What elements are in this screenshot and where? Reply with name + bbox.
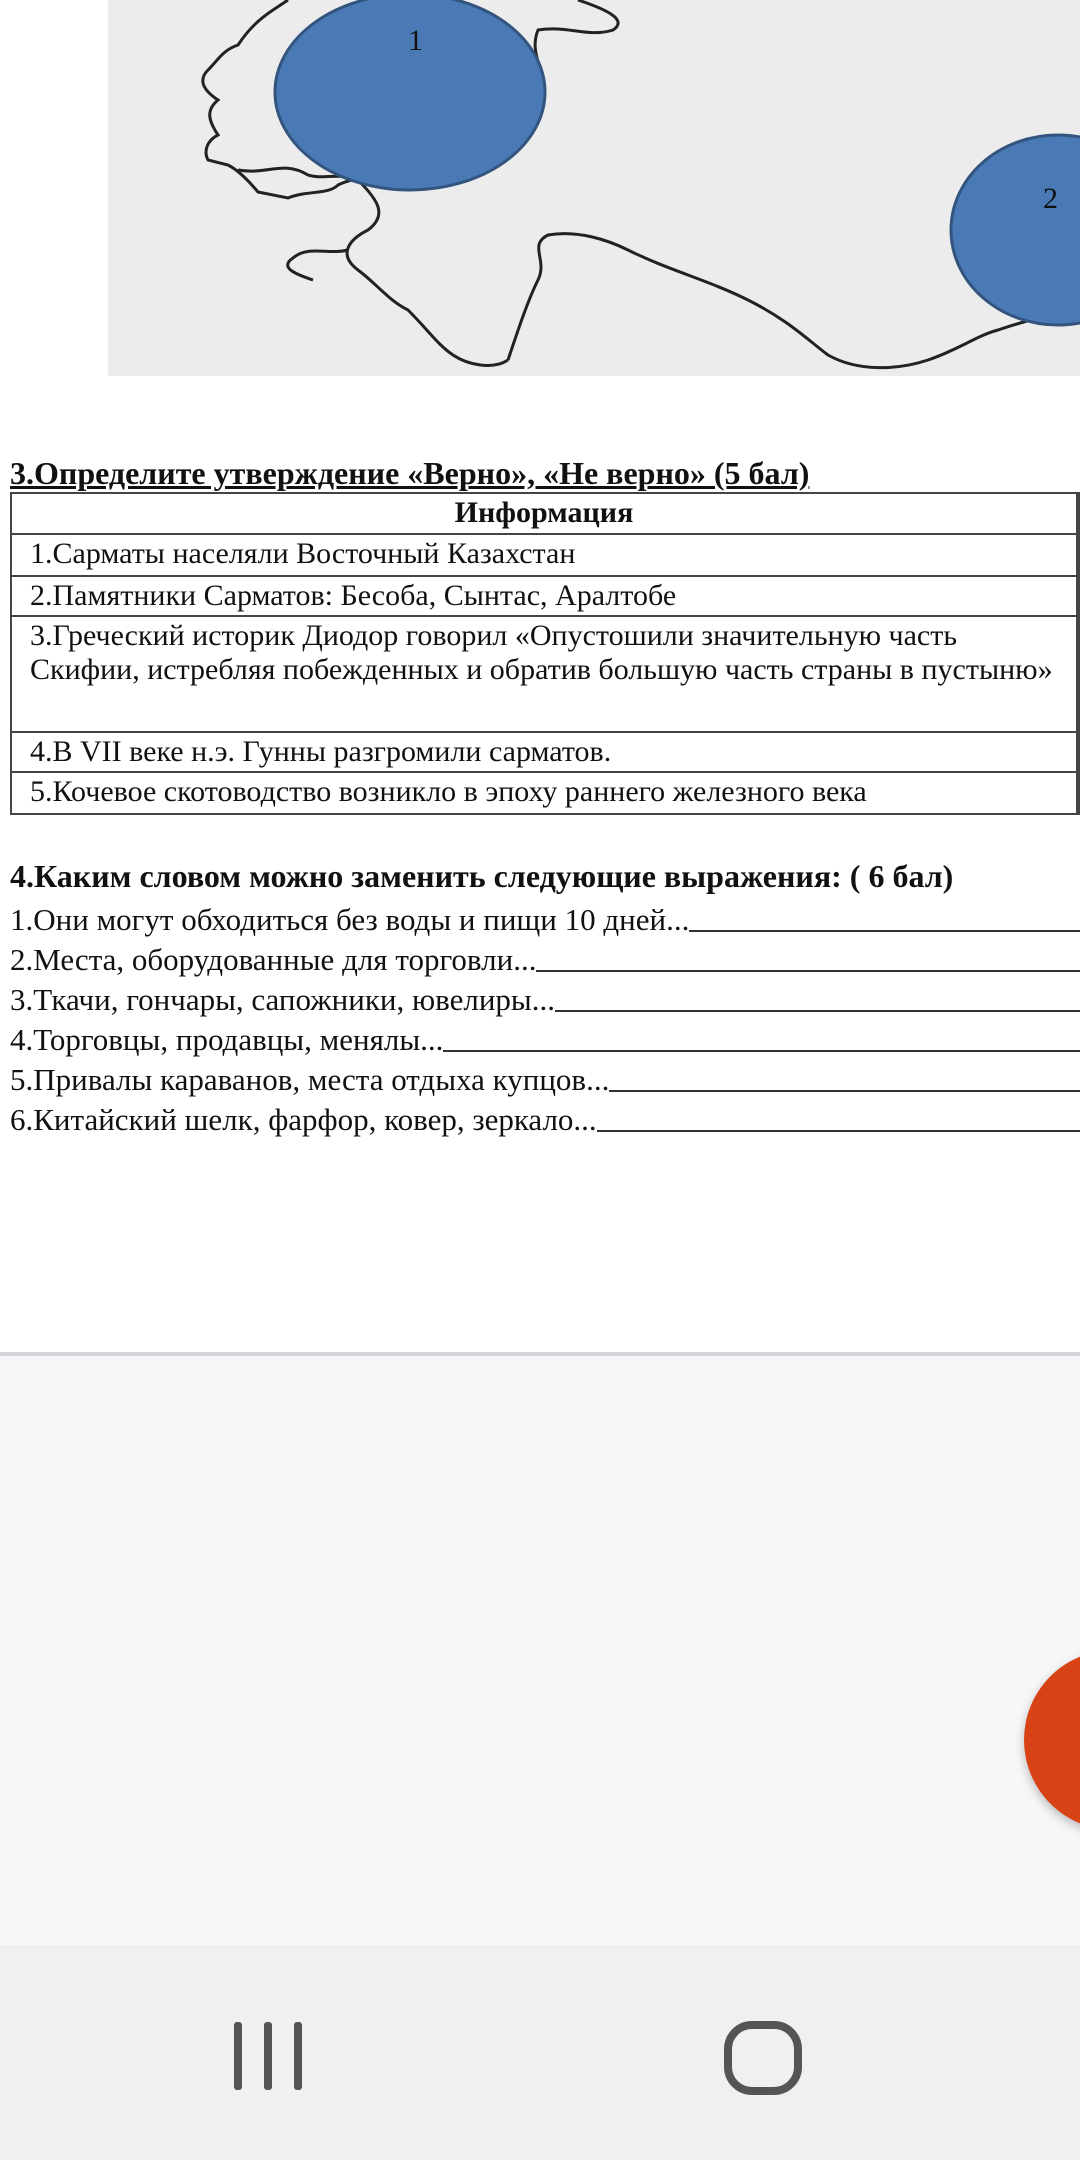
fill-in-line-5 (10, 1058, 1080, 1098)
table-row (10, 731, 1080, 771)
table-header-cell: Информация (12, 494, 1078, 533)
map-marker-2-label: 2 (1043, 182, 1058, 215)
table-bottom-border (10, 813, 1080, 815)
table-row (10, 575, 1080, 615)
answer-blank-1 (689, 930, 1080, 932)
question-4-heading: 4.Каким словом можно заменить следующие выражения: ( 6 бал) (10, 858, 954, 894)
table-header-row (10, 492, 1080, 533)
fill-in-line-2 (10, 938, 1080, 978)
fill-in-prompt-1: 1.Они могут обходиться без воды и пищи 10 дней... (10, 902, 690, 937)
fill-in-line-4 (10, 1018, 1080, 1058)
map-image (108, 0, 1080, 376)
fill-in-line-3 (10, 978, 1080, 1018)
table-row (10, 615, 1080, 731)
statement-5: 5.Кочевое скотоводство возникло в эпоху раннего железного века (12, 773, 1078, 813)
fill-in-line-1 (10, 898, 1080, 938)
page-divider (0, 1352, 1080, 1356)
answer-blank-3 (555, 1010, 1080, 1012)
system-navigation-bar (0, 1945, 1080, 2160)
fill-in-prompt-4: 4.Торговцы, продавцы, менялы... (10, 1022, 444, 1057)
question-3-heading: 3.Определите утверждение «Верно», «Не верно» (5 бал) (10, 455, 810, 491)
floating-action-button[interactable] (1024, 1650, 1080, 1830)
answer-blank-2 (536, 970, 1080, 972)
fill-in-prompt-6: 6.Китайский шелк, фарфор, ковер, зеркало... (10, 1102, 597, 1137)
fill-in-prompt-5: 5.Привалы караванов, места отдыха купцов... (10, 1062, 610, 1097)
answer-blank-6 (597, 1130, 1080, 1132)
home-icon[interactable] (723, 2020, 803, 2096)
fill-in-line-6 (10, 1098, 1080, 1138)
recents-icon[interactable] (230, 2020, 306, 2092)
fill-in-prompt-3: 3.Ткачи, гончары, сапожники, ювелиры... (10, 982, 555, 1017)
fill-in-prompt-2: 2.Места, оборудованные для торговли... (10, 942, 537, 977)
map-marker-2 (951, 135, 1080, 325)
answer-blank-5 (609, 1090, 1080, 1092)
statement-4: 4.В VII веке н.э. Гунны разгромили сарматов. (12, 733, 1078, 771)
statement-2: 2.Памятники Сарматов: Бесоба, Сынтас, Аралтобе (12, 577, 1078, 615)
table-row (10, 533, 1080, 575)
map-marker-1-label: 1 (408, 24, 423, 57)
map-outline (108, 0, 1080, 376)
statement-3: 3.Греческий историк Диодор говорил «Опустошили значительную часть Скифии, истребляя побежденных и обратив большую часть страны в пустыню» (12, 617, 1078, 731)
statement-1: 1.Сарматы населяли Восточный Казахстан (12, 535, 1078, 575)
table-row (10, 771, 1080, 813)
answer-blank-4 (443, 1050, 1080, 1052)
